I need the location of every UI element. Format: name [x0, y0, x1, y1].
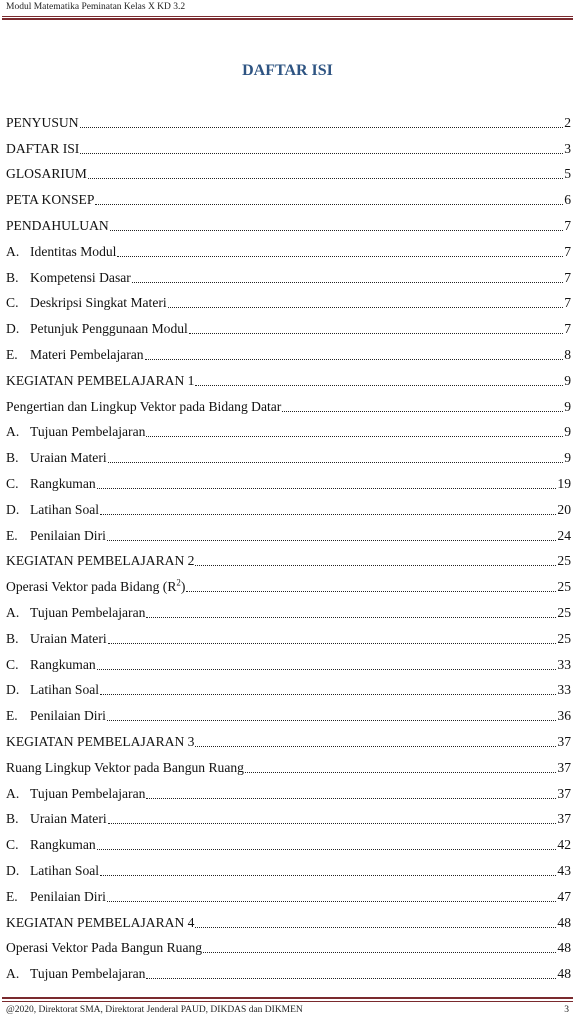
toc-entry[interactable]	[6, 622, 571, 648]
toc-entry-label	[30, 785, 145, 803]
toc-entry-label-text: Latihan Soal	[30, 501, 100, 517]
toc-entry[interactable]	[6, 519, 571, 545]
toc-entry-label-text: Penilaian Diri	[30, 708, 106, 724]
toc-entry-label	[6, 217, 109, 235]
toc-entry[interactable]	[6, 261, 571, 287]
toc-entry-leader	[195, 385, 563, 386]
toc-entry-label	[30, 320, 188, 338]
toc-entry-letter: C.	[6, 295, 19, 311]
toc-entry-label-text: Penilaian Diri	[30, 527, 106, 543]
toc-entry-page: 7	[564, 321, 571, 337]
toc-entry-page: 36	[557, 708, 571, 724]
header-rule-thick	[2, 18, 573, 20]
page-title: DAFTAR ISI	[242, 62, 333, 79]
toc-entry-label-text: Pengertian dan Lingkup Vektor pada Bidang Datar	[6, 398, 282, 414]
toc-entry-label-text: Identitas Modul	[30, 243, 117, 259]
toc-entry-label	[30, 527, 106, 545]
footer-rule-thick	[2, 997, 573, 999]
toc-entry[interactable]	[6, 390, 571, 416]
toc-entry-leader	[80, 153, 563, 154]
toc-entry-label-text: Kompetensi Dasar	[30, 269, 131, 285]
toc-entry-page: 42	[557, 837, 571, 853]
toc-entry-page: 37	[557, 811, 571, 827]
toc-entry-label	[30, 449, 107, 467]
toc-entry-label	[6, 114, 79, 132]
toc-entry-superscript: 2	[176, 577, 181, 588]
toc-entry-label	[6, 939, 202, 957]
toc-entry-page: 5	[564, 166, 571, 182]
toc-entry-letter: A.	[6, 604, 20, 620]
toc-entry[interactable]	[6, 106, 571, 132]
toc-entry-label-text: Deskripsi Singkat Materi	[30, 295, 167, 311]
toc-entry-leader	[195, 927, 556, 928]
toc-entry-letter: E.	[6, 708, 18, 724]
toc-entry-label-text: KEGIATAN PEMBELAJARAN 2	[6, 553, 195, 569]
toc-entry-label	[6, 191, 94, 209]
toc-entry-label	[30, 501, 99, 519]
toc-entry-page: 48	[557, 966, 571, 982]
footer-page-number: 3	[564, 1005, 569, 1015]
toc-entry-letter: E.	[6, 888, 18, 904]
toc-entry-leader	[146, 798, 556, 799]
toc-entry-page: 37	[557, 733, 571, 749]
toc-entry[interactable]	[6, 648, 571, 674]
toc-entry-label	[30, 423, 145, 441]
toc-entry[interactable]	[6, 441, 571, 467]
toc-entry[interactable]	[6, 906, 571, 932]
toc-entry-page: 25	[557, 630, 571, 646]
toc-entry-letter: C.	[6, 656, 19, 672]
toc-entry[interactable]	[6, 545, 571, 571]
toc-entry-leader	[110, 230, 563, 231]
toc-entry-label	[30, 862, 99, 880]
toc-entry[interactable]	[6, 416, 571, 442]
toc-entry-leader	[95, 204, 563, 205]
toc-entry[interactable]	[6, 364, 571, 390]
toc-entry-label	[6, 140, 79, 158]
toc-entry-label	[30, 346, 144, 364]
toc-entry-page: 7	[564, 295, 571, 311]
toc-entry-page: 6	[564, 192, 571, 208]
toc-entry-leader	[107, 540, 557, 541]
toc-entry-leader	[146, 617, 556, 618]
toc-entry[interactable]	[6, 493, 571, 519]
toc-entry-page: 25	[557, 553, 571, 569]
toc-entry-label-text: Operasi Vektor pada Bidang (R	[6, 579, 177, 595]
toc-entry-label	[30, 836, 96, 854]
toc-entry[interactable]	[6, 777, 571, 803]
toc-entry-page: 20	[557, 501, 571, 517]
toc-entry-label-text: PENDAHULUAN	[6, 217, 109, 233]
toc-entry-label-text: Rangkuman	[30, 656, 96, 672]
toc-entry[interactable]	[6, 932, 571, 958]
toc-entry-label	[30, 269, 131, 287]
running-header: Modul Matematika Peminatan Kelas X KD 3.2	[6, 2, 186, 12]
toc-entry-page: 25	[557, 579, 571, 595]
toc-entry-label	[30, 707, 106, 725]
toc-entry[interactable]	[6, 158, 571, 184]
toc-entry[interactable]	[6, 674, 571, 700]
toc-entry-label	[6, 398, 281, 416]
toc-entry-page: 47	[557, 888, 571, 904]
toc-entry-label-text: GLOSARIUM	[6, 166, 87, 182]
toc-entry[interactable]	[6, 338, 571, 364]
toc-entry-leader	[108, 462, 564, 463]
toc-entry-page: 3	[564, 140, 571, 156]
toc-entry-leader	[195, 565, 556, 566]
toc-entry[interactable]	[6, 803, 571, 829]
toc-entry-page: 2	[564, 114, 571, 130]
header-rule-thin	[2, 16, 573, 17]
toc-entry-label-text: Materi Pembelajaran	[30, 346, 144, 362]
toc-entry-leader	[97, 669, 557, 670]
toc-entry-label-text: Tujuan Pembelajaran	[30, 424, 146, 440]
toc-entry-label-text: Tujuan Pembelajaran	[30, 604, 146, 620]
toc-entry-letter: A.	[6, 785, 20, 801]
footer-copyright: @2020, Direktorat SMA, Direktorat Jenderal PAUD, DIKDAS dan DIKMEN	[6, 1005, 303, 1015]
toc-entry[interactable]	[6, 751, 571, 777]
toc-entry-label-text: Penilaian Diri	[30, 888, 106, 904]
toc-entry-label-text: Rangkuman	[30, 837, 96, 853]
toc-entry-page: 43	[557, 862, 571, 878]
toc-entry[interactable]	[6, 132, 571, 158]
toc-entry[interactable]	[6, 235, 571, 261]
toc-entry-page: 9	[564, 450, 571, 466]
toc-entry-label-text: PENYUSUN	[6, 114, 79, 130]
toc-entry-label-text: Latihan Soal	[30, 862, 100, 878]
toc-entry-page: 25	[557, 604, 571, 620]
toc-entry[interactable]	[6, 725, 571, 751]
toc-entry-letter: E.	[6, 527, 18, 543]
toc-entry-letter: A.	[6, 243, 20, 259]
toc-entry-label-text: Latihan Soal	[30, 682, 100, 698]
toc-entry-leader	[107, 720, 557, 721]
toc-entry-leader	[107, 901, 557, 902]
toc-entry[interactable]	[6, 880, 571, 906]
toc-entry-label	[30, 243, 116, 261]
toc-entry-leader	[100, 875, 556, 876]
toc-entry-page: 19	[557, 475, 571, 491]
toc-entry-page: 37	[557, 759, 571, 775]
toc-entry-page: 37	[557, 785, 571, 801]
toc-entry-leader	[100, 514, 556, 515]
toc-entry-label	[30, 656, 96, 674]
toc-entry-label-text: DAFTAR ISI	[6, 140, 80, 156]
toc-entry-letter: D.	[6, 682, 20, 698]
toc-entry-leader	[186, 591, 556, 592]
toc-entry-label	[6, 165, 87, 183]
toc-entry-label	[30, 810, 107, 828]
toc-entry-leader	[245, 772, 556, 773]
toc-entry-letter: A.	[6, 966, 20, 982]
toc-entry-letter: D.	[6, 862, 20, 878]
toc-entry[interactable]	[6, 209, 571, 235]
toc-entry-leader	[195, 746, 556, 747]
toc-entry-label	[30, 294, 167, 312]
toc-entry-leader	[146, 436, 563, 437]
toc-entry-label-text: Tujuan Pembelajaran	[30, 785, 146, 801]
toc-entry-label-text: Operasi Vektor Pada Bangun Ruang	[6, 940, 203, 956]
toc-entry-label-text: KEGIATAN PEMBELAJARAN 1	[6, 372, 195, 388]
table-of-contents	[6, 106, 571, 983]
toc-entry-leader	[132, 282, 563, 283]
toc-entry-label	[30, 888, 106, 906]
toc-entry-label-text: Uraian Materi	[30, 450, 107, 466]
toc-entry[interactable]	[6, 854, 571, 880]
toc-entry-label	[30, 965, 145, 983]
toc-entry-leader	[168, 307, 564, 308]
toc-entry[interactable]	[6, 312, 571, 338]
toc-entry-leader	[80, 127, 564, 128]
toc-entry-leader	[108, 643, 557, 644]
toc-entry-letter: C.	[6, 837, 19, 853]
toc-entry-label	[30, 475, 96, 493]
toc-entry-letter: B.	[6, 450, 19, 466]
toc-entry-leader	[97, 849, 557, 850]
toc-entry-letter: E.	[6, 346, 18, 362]
toc-entry-letter: B.	[6, 811, 19, 827]
toc-entry-label-text: Tujuan Pembelajaran	[30, 966, 146, 982]
toc-entry-label	[6, 759, 244, 777]
toc-entry-leader	[145, 359, 564, 360]
toc-entry[interactable]	[6, 957, 571, 983]
toc-entry-leader	[189, 333, 563, 334]
toc-entry-leader	[100, 694, 556, 695]
toc-entry-page: 33	[557, 682, 571, 698]
toc-entry-label	[6, 914, 194, 932]
toc-entry-label	[30, 630, 107, 648]
toc-entry-label-text: Uraian Materi	[30, 630, 107, 646]
toc-entry-label	[6, 733, 194, 751]
toc-entry[interactable]	[6, 596, 571, 622]
toc-entry-label	[6, 578, 185, 596]
toc-entry-letter: C.	[6, 475, 19, 491]
toc-entry-letter: D.	[6, 501, 20, 517]
toc-entry-label-end: )	[180, 579, 186, 595]
toc-entry-label-text: Rangkuman	[30, 475, 96, 491]
toc-entry-letter: B.	[6, 269, 19, 285]
toc-entry-page: 7	[564, 243, 571, 259]
toc-entry-page: 48	[557, 914, 571, 930]
toc-entry-label	[6, 552, 194, 570]
toc-entry[interactable]	[6, 570, 571, 596]
toc-entry[interactable]	[6, 828, 571, 854]
toc-entry-page: 7	[564, 269, 571, 285]
footer-rule-thin	[2, 1001, 573, 1002]
toc-entry-leader	[117, 256, 563, 257]
toc-entry-letter: B.	[6, 630, 19, 646]
toc-entry-leader	[146, 978, 556, 979]
toc-entry-page: 24	[557, 527, 571, 543]
toc-entry-page: 9	[564, 372, 571, 388]
toc-entry-page: 7	[564, 217, 571, 233]
toc-entry-label	[30, 604, 145, 622]
toc-entry-label-text: Ruang Lingkup Vektor pada Bangun Ruang	[6, 759, 244, 775]
toc-entry-label	[30, 681, 99, 699]
toc-entry-leader	[88, 178, 563, 179]
toc-entry-page: 9	[564, 398, 571, 414]
toc-entry-label	[6, 372, 194, 390]
toc-entry-page: 48	[557, 940, 571, 956]
toc-entry-leader	[282, 411, 563, 412]
toc-entry[interactable]	[6, 467, 571, 493]
toc-entry-label-text: KEGIATAN PEMBELAJARAN 3	[6, 733, 195, 749]
toc-entry[interactable]	[6, 183, 571, 209]
toc-entry-label-text: Petunjuk Penggunaan Modul	[30, 321, 188, 337]
toc-entry-leader	[203, 952, 556, 953]
toc-entry[interactable]	[6, 287, 571, 313]
toc-entry-label-text: KEGIATAN PEMBELAJARAN 4	[6, 914, 195, 930]
toc-entry-letter: A.	[6, 424, 20, 440]
toc-entry[interactable]	[6, 699, 571, 725]
toc-entry-label-text: Uraian Materi	[30, 811, 107, 827]
toc-entry-page: 8	[564, 346, 571, 362]
toc-entry-letter: D.	[6, 321, 20, 337]
toc-entry-page: 33	[557, 656, 571, 672]
toc-entry-leader	[97, 488, 557, 489]
toc-entry-leader	[108, 823, 557, 824]
toc-entry-label-text: PETA KONSEP	[6, 192, 95, 208]
toc-entry-page: 9	[564, 424, 571, 440]
